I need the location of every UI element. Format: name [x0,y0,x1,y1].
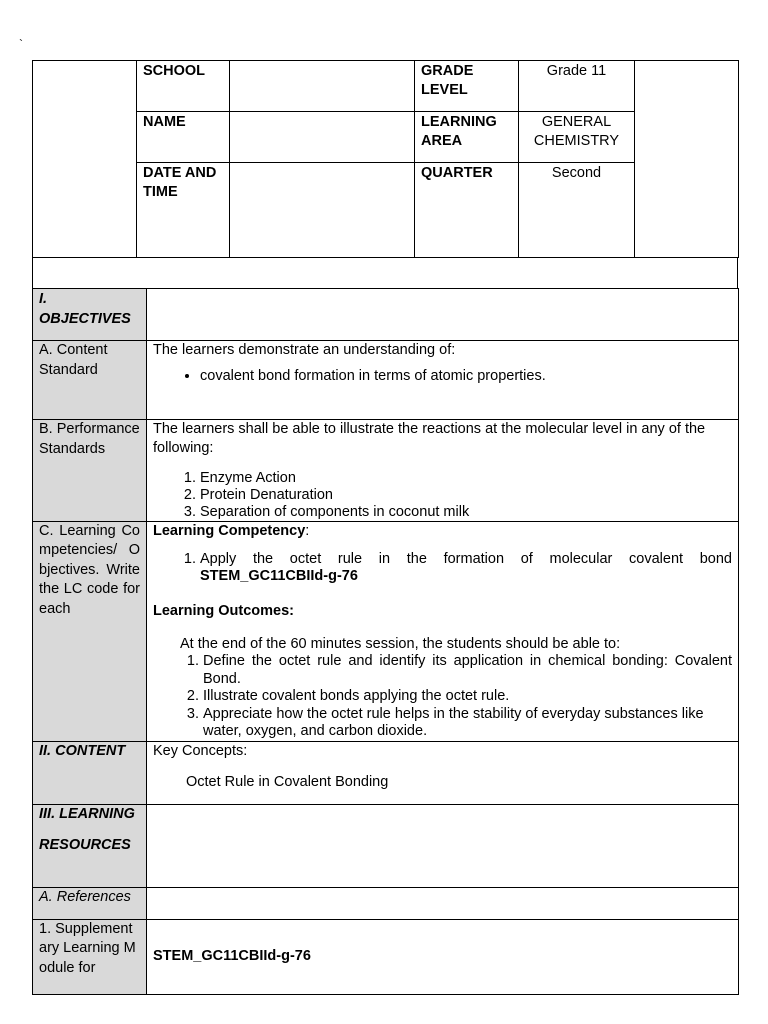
spacer-row [32,257,738,288]
competencies-cell [147,522,739,742]
stray-mark: ` [19,37,23,51]
outcomes-list [153,653,732,741]
content-standard-cell [147,341,739,420]
references-cell [147,887,739,919]
school-field[interactable] [230,61,415,112]
supplementary-label [33,919,147,994]
quarter-value: Second [519,163,635,258]
list-item: 1. Define the octet rule and identify its application in chemical bonding: Covalent Bond. [203,653,732,688]
references-label: A. References [33,887,147,919]
list-item: 1. Enzyme Action [200,470,732,487]
list-item: • covalent bond formation in terms of atomic properties. [200,367,732,387]
competency-code: STEM_GC11CBIId-g-76 [200,567,358,584]
performance-intro: The learners shall be able to illustrate the reactions at the molecular level in any of the following: [153,421,706,456]
competency-text: 1. Apply the octet rule in the formation of molecular covalent bond [200,550,732,567]
objectives-heading: I. OBJECTIVES [33,289,147,341]
list-item: 2. Protein Denaturation [200,487,732,504]
grade-level-label: GRADE LEVEL [415,61,519,112]
name-field[interactable] [230,112,415,163]
resources-cell [147,804,739,887]
performance-standards-label: B. Performance Standards [33,420,147,522]
competencies-label-text: C. Learning Competencies/ Objectives. Write the LC code for each [39,523,140,617]
performance-list [153,470,732,521]
learning-area-label: LEARNING AREA [415,112,519,163]
outcomes-intro: At the end of the 60 minutes session, the students should be able to: [180,636,621,652]
list-item [200,551,732,585]
logo-cell [33,61,137,258]
competency-heading-text: Learning Competency [153,523,306,539]
school-label: SCHOOL [137,61,230,112]
content-topic: Octet Rule in Covalent Bonding [186,774,389,790]
resources-heading-line1: III. LEARNING [39,805,135,822]
list-item: 3. Appreciate how the octet rule helps in the stability of everyday substances like water, oxygen, and carbon dioxide. [203,706,732,741]
supplementary-code: STEM_GC11CBIId-g-76 [153,947,311,964]
key-concepts-label: Key Concepts: [153,742,248,759]
performance-standards-cell [147,420,739,522]
content-standard-intro: The learners demonstrate an understanding of: [153,342,456,358]
header-table [32,60,739,258]
grade-level-value: Grade 11 [519,61,635,112]
learning-area-value: GENERAL CHEMISTRY [519,112,635,163]
objectives-cell [147,289,739,341]
lesson-plan-table [32,288,739,995]
date-time-label: DATE AND TIME [137,163,230,258]
content-standard-list [153,367,732,387]
outcomes-heading: Learning Outcomes: [153,602,294,619]
content-standard-label: A. Content Standard [33,341,147,420]
supplementary-cell [147,919,739,994]
content-cell [147,741,739,804]
content-label: II. CONTENT [33,741,147,804]
learning-resources-heading [33,804,147,887]
list-item: 3. Separation of components in coconut milk [200,504,732,521]
date-time-field[interactable] [230,163,415,258]
name-label: NAME [137,112,230,163]
resources-heading-line2: RESOURCES [39,837,131,853]
competencies-label [33,522,147,742]
list-item: 2. Illustrate covalent bonds applying the octet rule. [203,688,732,706]
competency-list [153,551,732,585]
competency-heading [153,522,732,542]
supplementary-label-text: 1. Supplementary Learning Module for [39,920,136,976]
blank-cell [635,61,739,258]
competency-colon: : [305,523,310,539]
quarter-label: QUARTER [415,163,519,258]
